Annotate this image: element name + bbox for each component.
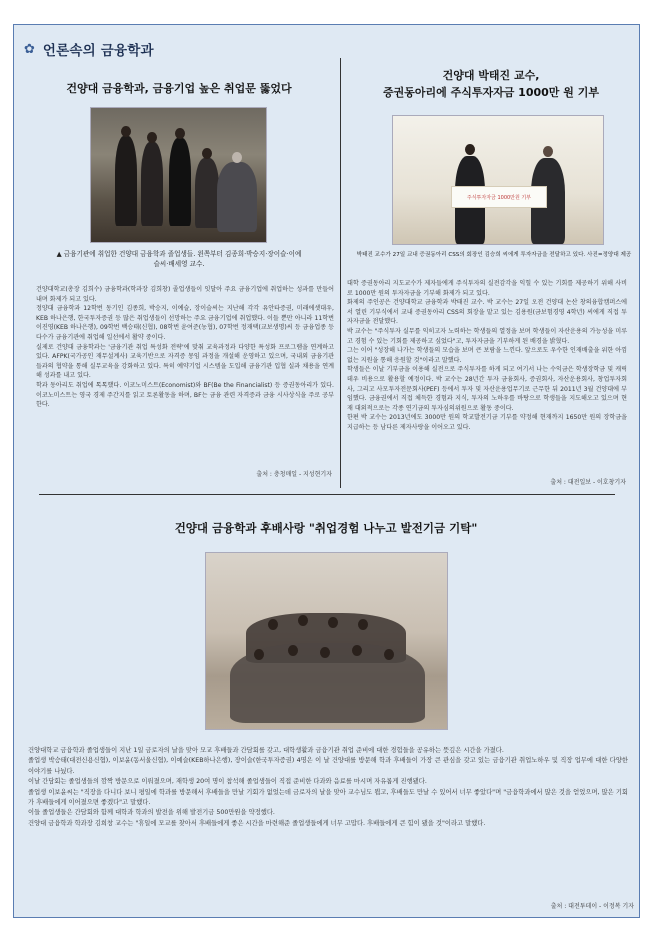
person-head — [121, 126, 131, 137]
article3-paragraph: 이들 졸업생들은 간담회와 함께 대학과 학과의 발전을 위해 발전기금 500만원을 약정했다. — [28, 809, 275, 817]
flower-icon: ✿ — [24, 41, 35, 57]
article3-paragraph: 건양대 금융학과 학과장 김희창 교수는 "휴일에 모교를 찾아서 후배들에게 좋은 시간을 마련해준 졸업생들에게 너무 고맙다. 후배들에게 큰 힘이 됐을 것"이라고 말했다. — [28, 819, 486, 827]
person-silhouette — [169, 138, 191, 226]
article3-headline: 건양대 금융학과 후배사랑 "취업경험 나누고 발전기금 기탁" — [174, 521, 478, 535]
person-silhouette — [195, 158, 219, 228]
section-divider — [39, 494, 615, 495]
article2-paragraph: 화제의 주인공은 건양대학교 금융학과 박태진 교수. 박 교수는 27일 오전 건양대 논산 창의융합캠퍼스에서 열린 기부식에서 교내 증권동아리 CSS의 회장을 맡고 있는 김용원(금보험경영 4학년) 씨에게 직접 투자자금을 전달했다. — [347, 299, 627, 326]
section-header — [24, 39, 154, 59]
person-head — [358, 619, 368, 630]
article2-headline-line2: 증권동아리에 주식투자자금 1000만 원 기부 — [383, 86, 599, 99]
article3-paragraph: 졸업생 박승태(대전신용신협), 이보윤(동서울신협), 이예슬(KEB하나은행), 장이슬(한국투자증권) 4명은 이 날 건양대를 방문해 학과 후배들이 가장 큰 관심을 갖고 있는 금융기관 취업노하우 및 직장 업무에 대한 다양한 이야기를 나눴다. — [28, 757, 628, 775]
person-silhouette — [217, 162, 257, 232]
article2-paragraph: 한편 박 교수는 2013년에도 3000만 원의 학교발전기금 기부를 약정해 현재까지 1650만 원의 장학금을 지급하는 등 남다른 제자사랑을 이어오고 있다. — [347, 414, 627, 431]
article1-caption: ▲ 금융기관에 취업한 건양대 금융학과 졸업생들. 왼쪽부터 김종희·박승지·장이슬·이예슬씨·배세영 교수. — [56, 250, 302, 268]
article2-source: 출처 : 대전일보 - 이호창기자 — [550, 479, 626, 486]
article1-paragraph: 실제로 건양대 금융학과는 '금융기관 취업 특성화 전략'에 맞춰 교육과정과 다양한 특성화 프로그램을 연계하고 있다. AFPK(국가공인 재무설계사) 교육기반으로 자격증 몽임 과정을 개설해 운영하고 있으며, 국내외 금융기관들과의 협약을 통해 실무교육을 강화하고 있다. 특히 예약기업 시스템을 도입해 금융기관 입협 실과 채용을 연계해 성과를 내고 있다. — [36, 343, 334, 380]
person-head — [352, 645, 362, 656]
article2-paragraph: 박 교수는 "주식투자 실무를 익히고자 노력하는 학생들의 열정을 보며 학생들이 자산운용의 가능성을 미루고 경험 수 있는 기회를 제공하고 싶었다"고, 투자자금을 기부하게 된 배경을 밝혔다. — [347, 327, 627, 345]
article3-paragraph: 이날 간담회는 졸업생들의 깜짝 방문으로 이뤄졌으며, 재학생 20여 명이 참석해 졸업생들이 직접 준비한 다과와 음료를 마시며 자유롭게 진행됐다. — [28, 778, 427, 786]
article2-paragraph: 그는 이어 "성장해 나가는 학생들의 모습을 보며 큰 보람을 느낀다. 앞으로도 우수한 인재배출을 위한 아낌없는 지원을 통해 응원할 것"이라고 말했다. — [347, 347, 627, 364]
person-silhouette — [141, 142, 163, 226]
person-head — [384, 649, 394, 660]
person-head — [543, 146, 553, 157]
article2-headline — [346, 67, 636, 101]
person-head — [175, 128, 185, 139]
article2-body — [347, 279, 627, 433]
banner-text: 주식투자자금 1000만원 기부 — [466, 195, 532, 201]
article2-paragraph: 대학 증권동아리 지도교수가 제자들에게 주식투자의 실전감각을 익힐 수 있는 기회를 제공하기 위해 사비로 1000만 원의 투자자금을 기부해 화제가 되고 있다. — [347, 280, 627, 297]
person-head — [320, 647, 330, 658]
article3-paragraph: 건양대학교 금융학과 졸업생들이 지난 1일 금로자의 날을 맞아 모교 후배들과 간담회를 갖고, 대학생활과 금융기관 취업 준비에 대한 경험들을 공유하는 뜻깊은 시간을 가졌다. — [28, 747, 504, 754]
person-head — [268, 619, 278, 630]
article3-paragraph: 졸업생 이보윤씨는 "직장을 다니다 보니 평일에 학과를 방문해서 후배들을 만날 기회가 없었는데 금로자의 날을 맞아 교수님도 뵙고, 후배들도 만날 수 있어서 너무 좋았다"며 "금융학과에서 많은 것을 얻었으며, 많은 기회가 후배들에게 이어졌으면 좋겠다"고 말했다. — [28, 788, 628, 807]
column-divider — [340, 58, 341, 488]
person-head — [202, 148, 212, 159]
person-head — [147, 132, 157, 143]
person-silhouette — [115, 136, 137, 226]
article1-paragraph: 학과 동아리도 취업에 톡톡했다. 이코노미스트(Economist)와 BF(Be the Financialist) 등 증권동아리가 있다. 이코노미스트는 영국 경제 주간지를 읽고 토론활동을 하며, BF는 금융 관련 자격증과 금융 시사상식을 주로 공부한다. — [36, 381, 334, 409]
article2-photo — [392, 115, 604, 245]
article3-photo — [205, 552, 448, 730]
article1-photo — [90, 107, 267, 243]
article1-paragraph: 건양대학교(총장 김희수) 금융학과(학과장 김희창) 졸업생들이 잇달아 주요 금융기업에 취업하는 성과를 만들어내며 화제가 되고 있다. — [36, 286, 334, 303]
article1-source: 출처 : 충청매일 - 지성현기자 — [256, 471, 332, 478]
donation-banner — [451, 186, 547, 208]
person-head — [254, 649, 264, 660]
person-head — [288, 645, 298, 656]
person-head — [465, 144, 475, 155]
article3-source: 출처 : 대전투데이 - 이정복 기자 — [550, 903, 634, 910]
article3-body — [28, 746, 628, 829]
article1-headline: 건양대 금융학과, 금융기업 높은 취업문 뚫었다 — [66, 82, 292, 95]
article1-body — [36, 285, 334, 410]
section-title: 언론속의 금융학과 — [42, 43, 154, 59]
article2-caption: 박태진 교수가 27일 교내 증권동아리 CSS의 회장인 김승희 씨에게 투자자금을 전달하고 있다. 사진=정양대 제공 — [356, 252, 632, 258]
article2-headline-line1: 건양대 박태진 교수, — [442, 69, 540, 82]
newsletter-page — [13, 24, 640, 918]
person-head — [328, 617, 338, 628]
article1-paragraph: 정양대 금융학과 12학번 동기인 김종희, 박승지, 이예슬, 장이슬씨는 지난해 각각 유안타증권, 미래에셋대우, KEB 하나은행, 한국투자증권 등 많은 취업생들이 선망하는 주요 금융기업에 취업했다. 이들 뿐만 아니라 11학번 이진영(KEB 하나은행), 09학번 백승태(신협), 08학번 윤여준(농협), 07학번 정재택(교보생명)씨 등 금융업종 등 다수가 금융기관에 취업해 일선에서 활약 중이다. — [36, 305, 334, 341]
article2-paragraph: 학생들은 이날 기부금을 이용해 실전으로 주식투자를 하게 되고 여기서 나는 수익금은 학생장학금 및 캐릭데우 비용으로 활용할 예정이다. 박 교수는 28년간 투자 금융회사, 증권회사, 자산운용회사, 창업투자회사, 그리고 사모투자전문회사(PEF) 등에서 투자 및 자산운용업무기로 근무한 뒤 2011년 3월 건양대에 부임했다. 금융권에서 직접 체득한 경험과 지식, 투자의 노하우를 바탕으로 학생들을 지도해오고 있으며 현재 대외적으로는 각종 연기금의 투자심의위원으로 활동 중이다. — [347, 366, 627, 412]
person-head — [232, 152, 242, 163]
person-head — [298, 615, 308, 626]
